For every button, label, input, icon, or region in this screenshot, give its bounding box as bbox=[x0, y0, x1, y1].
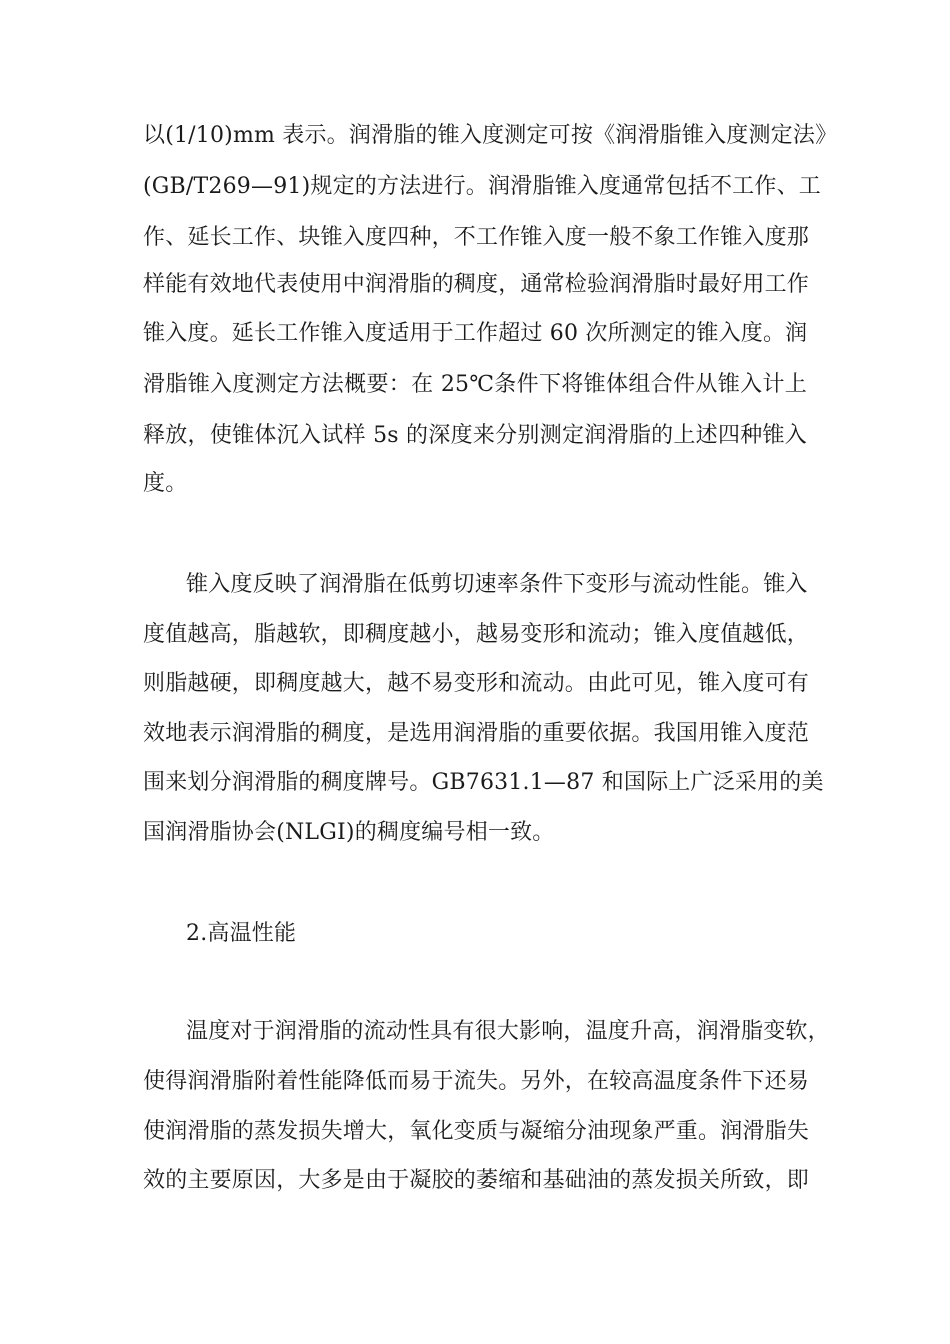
paragraph-1-line-7: 释放，使锥体沉入试样 5s 的深度来分别测定润滑脂的上述四种锥入 bbox=[143, 423, 807, 448]
section-heading: 2.高温性能 bbox=[186, 921, 297, 946]
paragraph-2-line-3: 则脂越硬，即稠度越大，越不易变形和流动。由此可见，锥入度可有 bbox=[143, 671, 810, 696]
paragraph-1-line-6: 滑脂锥入度测定方法概要：在 25℃条件下将锥体组合件从锥入计上 bbox=[143, 372, 807, 397]
paragraph-2-line-1: 锥入度反映了润滑脂在低剪切速率条件下变形与流动性能。锥入 bbox=[186, 572, 808, 597]
paragraph-3-line-3: 使润滑脂的蒸发损失增大，氧化变质与凝缩分油现象严重。润滑脂失 bbox=[143, 1119, 810, 1144]
paragraph-3-line-2: 使得润滑脂附着性能降低而易于流失。另外，在较高温度条件下还易 bbox=[143, 1069, 810, 1094]
paragraph-2-line-2: 度值越高，脂越软，即稠度越小，越易变形和流动；锥入度值越低， bbox=[143, 622, 810, 647]
paragraph-1-line-8: 度。 bbox=[143, 471, 188, 496]
paragraph-2-line-6: 国润滑脂协会(NLGI)的稠度编号相一致。 bbox=[143, 820, 555, 845]
paragraph-2-line-4: 效地表示润滑脂的稠度，是选用润滑脂的重要依据。我国用锥入度范 bbox=[143, 721, 810, 746]
paragraph-2-line-5: 围来划分润滑脂的稠度牌号。GB7631.1—87 和国际上广泛采用的美 bbox=[143, 770, 824, 795]
paragraph-1-line-4: 样能有效地代表使用中润滑脂的稠度，通常检验润滑脂时最好用工作 bbox=[143, 272, 810, 297]
paragraph-1-line-5: 锥入度。延长工作锥入度适用于工作超过 60 次所测定的锥入度。润 bbox=[143, 321, 808, 346]
paragraph-1-line-3: 作、延长工作、块锥入度四种，不工作锥入度一般不象工作锥入度那 bbox=[143, 225, 810, 250]
paragraph-1-line-1: 以(1/10)mm 表示。润滑脂的锥入度测定可按《润滑脂锥入度测定法》 bbox=[143, 123, 838, 148]
paragraph-3-line-4: 效的主要原因，大多是由于凝胶的萎缩和基础油的蒸发损关所致，即 bbox=[143, 1168, 810, 1193]
paragraph-3-line-1: 温度对于润滑脂的流动性具有很大影响，温度升高，润滑脂变软， bbox=[186, 1019, 830, 1044]
paragraph-1-line-2: (GB/T269—91)规定的方法进行。润滑脂锥入度通常包括不工作、工 bbox=[143, 174, 821, 199]
